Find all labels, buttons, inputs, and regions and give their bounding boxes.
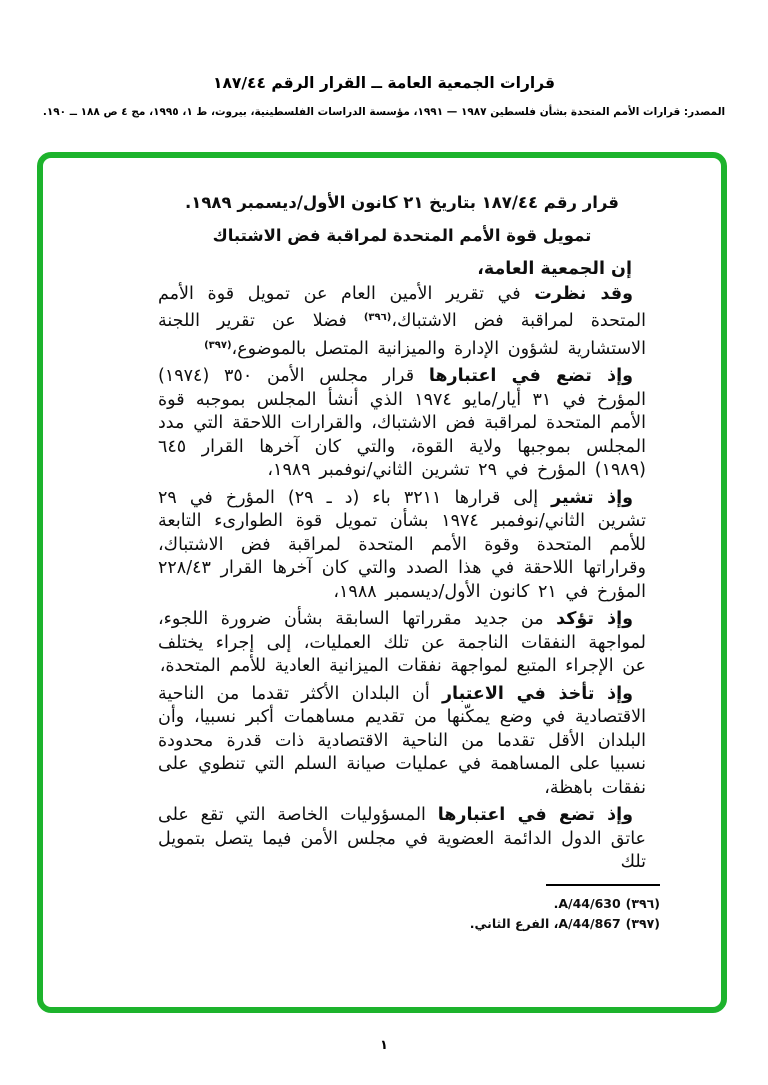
footnote-ref: (٣٩٧) <box>204 339 232 351</box>
text-segment: المسؤوليات الخاصة التي تقع على عاتق الدول الدائمة العضوية في مجلس الأمن فيما يتصل بتمويل تلك <box>158 805 646 872</box>
text-segment: إلى قرارها ٣٢١١ باء (د ـ ٢٩) المؤرخ في ٢٩ تشرين الثاني/نوفمبر ١٩٧٤ بشأن تمويل قوة الطوارىء التابعة للأمم المتحدة وقوة الأمم المتحدة لمراقبة فض الاشتباك، وقراراتها اللاحقة في هذا الصدد والتي كان آخرها القرار ٢٢٨/٤٣ المؤرخ في ٢١ كانون الأول/ديسمبر ١٩٨٨، <box>158 487 646 602</box>
paragraph <box>158 365 646 483</box>
page-header-title: قرارات الجمعية العامة ــ القرار الرقم ١٨٧/٤٤ <box>213 74 555 92</box>
resolution-body <box>158 192 646 879</box>
text-segment: في تقرير الأمين العام عن تمويل قوة الأمم المتحدة لمراقبة فض الاشتباك، <box>158 283 647 331</box>
green-annotation-box <box>37 152 727 1013</box>
paragraph <box>158 283 646 362</box>
text-segment: وقد نظرت <box>534 283 633 304</box>
paragraph <box>158 608 646 679</box>
text-segment: وإذ تؤكد <box>556 609 633 629</box>
footnote-line <box>400 894 660 914</box>
footnote-marker: (٣٩٧) <box>625 916 660 931</box>
footnote-text: A/44/630. <box>553 896 621 911</box>
paragraph <box>158 804 646 875</box>
text-segment: وإذ تأخذ في الاعتبار <box>441 683 633 704</box>
resolution-opening: إن الجمعية العامة، <box>477 259 632 279</box>
text-segment: وإذ تشير <box>551 487 633 508</box>
paragraph <box>158 487 646 605</box>
footnote-divider <box>546 884 660 886</box>
footnote-ref: (٣٩٦) <box>363 312 392 323</box>
footnote-text: A/44/867، الفرع الثاني. <box>469 916 621 931</box>
paragraph <box>158 683 646 801</box>
page-number: ١ <box>380 1038 388 1053</box>
text-segment: فضلا عن تقرير اللجنة الاستشارية لشؤون الإدارة والميزانية المتصل بالموضوع، <box>158 311 646 359</box>
footnote-marker: (٣٩٦) <box>625 896 660 911</box>
text-segment: من جديد مقرراتها السابقة بشأن ضرورة اللجوء، لمواجهة النفقات الناجمة عن تلك العمليات، إلى إجراء يختلف عن الإجراء المتبع لمواجهة نفقات الميزانية العادية للأمم المتحدة، <box>158 609 646 676</box>
resolution-title-line1: قرار رقم ١٨٧/٤٤ بتاريخ ٢١ كانون الأول/ديسمبر ١٩٨٩. <box>185 193 619 212</box>
footnote-line <box>400 914 660 934</box>
resolution-title-line2: تمويل قوة الأمم المتحدة لمراقبة فض الاشتباك <box>212 226 592 245</box>
text-segment: وإذ تضع في اعتبارها <box>437 805 633 825</box>
footnotes-block <box>400 884 660 934</box>
text-segment: وإذ تضع في اعتبارها <box>428 366 633 386</box>
text-segment: قرار مجلس الأمن ٣٥٠ (١٩٧٤) المؤرخ في ٣١ أيار/مايو ١٩٧٤ الذي أنشأ المجلس بموجبه قوة الأمم المتحدة لمراقبة فض الاشتباك، والقرارات اللاحقة التي مدد المجلس بموجبها ولاية القوة، والتي كان آخرها القرار ٦٤٥ (١٩٨٩) المؤرخ في ٢٩ تشرين الثاني/نوفمبر ١٩٨٩، <box>158 366 646 480</box>
text-segment: أن البلدان الأكثر تقدما من الناحية الاقتصادية في وضع يمكّنها من تقديم مساهمات أكبر نسبيا، وأن البلدان الأقل تقدما من الناحية الاقتصادية ذات قدرة محدودة نسبيا على المساهمة في عمليات صيانة السلم التي تنطوي على نفقات باهظة، <box>158 683 646 798</box>
paragraphs <box>158 283 646 875</box>
source-citation: المصدر: قرارات الأمم المتحدة بشأن فلسطين ١٩٨٧ — ١٩٩١، مؤسسة الدراسات الفلسطينية، بيروت، ط ١، ١٩٩٥، مج ٤ ص ١٨٨ ــ ١٩٠. <box>42 106 726 118</box>
